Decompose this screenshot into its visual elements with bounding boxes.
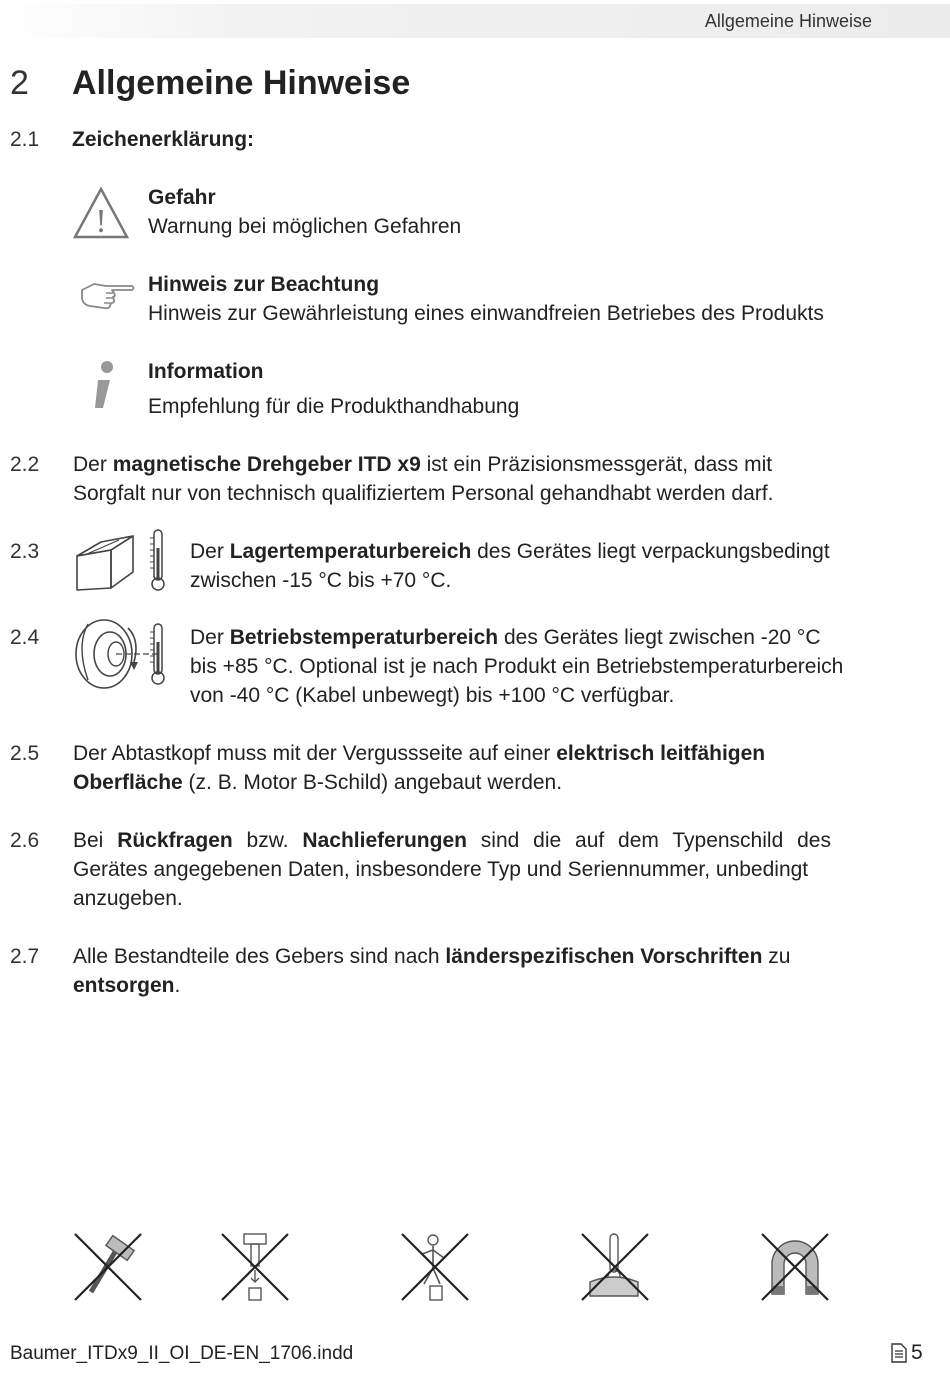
section-2-5-text: Der Abtastkopf muss mit der Vergussseite auf einer elektrisch leitfähigen Oberfläche (z. B. Motor B-Schild) angebaut werden. — [73, 742, 766, 794]
section-2-7-text: Alle Bestandteile des Gebers sind nach länderspezifischen Vorschriften zu entsorgen. — [73, 945, 791, 997]
chapter-number: 2 — [10, 64, 29, 102]
section-2-3-number: 2.3 — [10, 540, 40, 563]
legend-note-title: Hinweis zur Beachtung — [148, 273, 380, 296]
thermometer-icon — [148, 528, 168, 592]
no-magnet-icon — [760, 1232, 830, 1302]
header-title: Allgemeine Hinweise — [704, 11, 872, 31]
no-pressing-icon — [220, 1232, 290, 1302]
section-2-7-number: 2.7 — [10, 945, 40, 968]
legend-note-text: Hinweis zur Gewährleistung eines einwandfreien Betriebes des Produkts — [148, 302, 824, 325]
section-2-5-number: 2.5 — [10, 742, 40, 765]
section-2-4-number: 2.4 — [10, 626, 40, 649]
section-2-2-number: 2.2 — [10, 453, 40, 476]
section-2-3-text: Der Lagertemperaturbereich des Gerätes liegt verpackungsbedingt zwischen -15 °C bis +70 °C. — [190, 540, 830, 592]
legend-info-text: Empfehlung für die Produkthandhabung — [148, 395, 520, 418]
no-climbing-icon — [400, 1232, 470, 1302]
package-box-icon — [73, 532, 137, 592]
footer-page-number: 5 — [911, 1341, 923, 1364]
footer-filename: Baumer_ITDx9_II_OI_DE-EN_1706.indd — [10, 1343, 354, 1364]
legend-danger-text: Warnung bei möglichen Gefahren — [148, 215, 462, 238]
no-hammer-icon — [73, 1232, 143, 1302]
legend-info-title: Information — [148, 360, 264, 383]
section-2-6-text: Bei Rückfragen bzw. Nachlieferungen sind die auf dem Typenschild des Gerätes angegebenen Daten, insbesondere Typ und Seriennummer, unbedingt anzugeben. — [73, 829, 831, 910]
chapter-title: Allgemeine Hinweise — [72, 64, 411, 102]
warning-triangle-icon — [73, 186, 129, 240]
thermometer-icon — [148, 622, 168, 686]
no-heating-icon — [580, 1232, 650, 1302]
section-2-6-number: 2.6 — [10, 829, 40, 852]
svg-text:!: ! — [95, 203, 107, 240]
info-icon — [86, 358, 120, 414]
section-2-1-title: Zeichenerklärung: — [72, 128, 255, 151]
rotating-encoder-icon — [70, 616, 160, 692]
legend-danger-title: Gefahr — [148, 186, 216, 209]
section-2-1-number: 2.1 — [10, 128, 40, 151]
section-2-4-text: Der Betriebstemperaturbereich des Gerätes liegt zwischen -20 °C bis +85 °C. Optional ist je nach Produkt ein Betriebstemperaturbereich von -40 °C (Kabel unbewegt) bis +100 °C verfügbar. — [190, 626, 844, 707]
section-2-2-text: Der magnetische Drehgeber ITD x9 ist ein Präzisionsmessgerät, dass mit Sorgfalt nur von technisch qualifiziertem Personal gehandhabt werden darf. — [73, 453, 774, 505]
document-icon — [891, 1343, 907, 1363]
pointing-hand-icon — [80, 280, 136, 310]
